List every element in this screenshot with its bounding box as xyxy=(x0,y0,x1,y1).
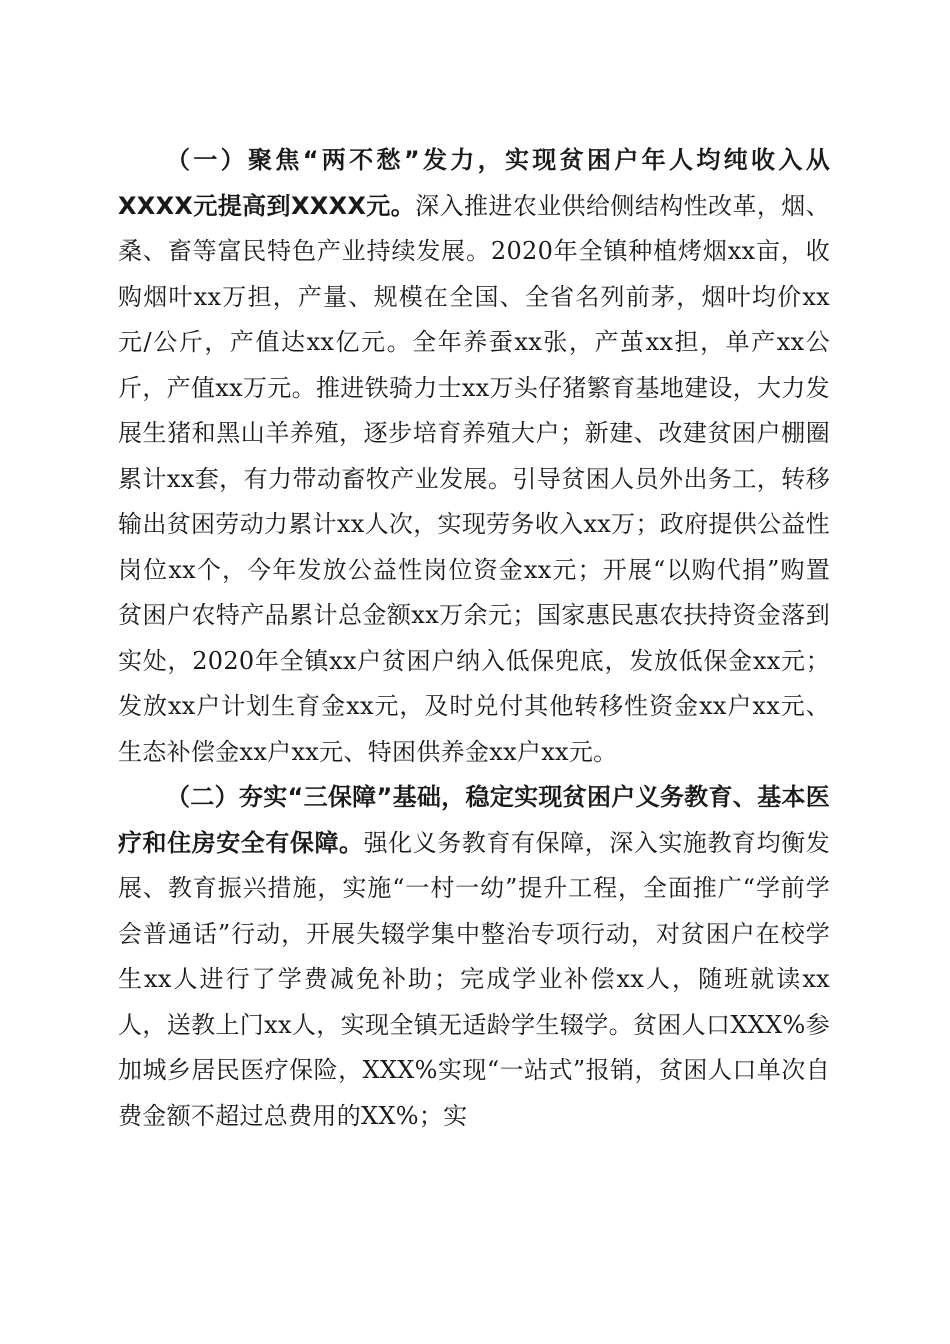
paragraph-text: 强化义务教育有保障，深入实施教育均衡发展、教育振兴措施，实施“一村一幼”提升工程，全面推广“学前学会普通话”行动，开展失辍学集中整治专项行动，对贫困户在校学生xx人进行了学费减免补助；完成学业补偿xx人，随班就读xx人，送教上门xx人，实现全镇无适龄学生辍学。贫困人口XXX%参加城乡居民医疗保险，XXX%实现“一站式”报销，贫困人口单次自费金额不超过总费用的XX%；实 xyxy=(118,828,830,1130)
paragraph-guarantees xyxy=(118,775,830,1139)
paragraph-income xyxy=(118,138,830,775)
paragraph-heading: （二）夯实“三保障”基础，稳定实现贫困户义务教育、基本医疗和住房安全有保障。 xyxy=(118,783,830,857)
document-body xyxy=(118,138,830,1139)
paragraph-text: 深入推进农业供给侧结构性改革，烟、桑、畜等富民特色产业持续发展。2020年全镇种植烤烟xx亩，收购烟叶xx万担，产量、规模在全国、全省名列前茅，烟叶均价xx元/公斤，产值达xx亿元。全年养蚕xx张，产茧xx担，单产xx公斤，产值xx万元。推进铁骑力士xx万头仔猪繁育基地建设，大力发展生猪和黑山羊养殖，逐步培育养殖大户；新建、改建贫困户棚圈累计xx套，有力带动畜牧产业发展。引导贫困人员外出务工，转移输出贫困劳动力累计xx人次，实现劳务收入xx万；政府提供公益性岗位xx个，今年发放公益性岗位资金xx元；开展“以购代捐”购置贫困户农特产品累计总金额xx万余元；国家惠民惠农扶持资金落到实处，2020年全镇xx户贫困户纳入低保兜底，发放低保金xx元；发放xx户计划生育金xx元，及时兑付其他转移性资金xx户xx元、生态补偿金xx户xx元、特困供养金xx户xx元。 xyxy=(118,191,830,766)
paragraph-heading: （一）聚焦“两不愁”发力，实现贫困户年人均纯收入从XXXX元提高到XXXX元。 xyxy=(118,146,830,220)
